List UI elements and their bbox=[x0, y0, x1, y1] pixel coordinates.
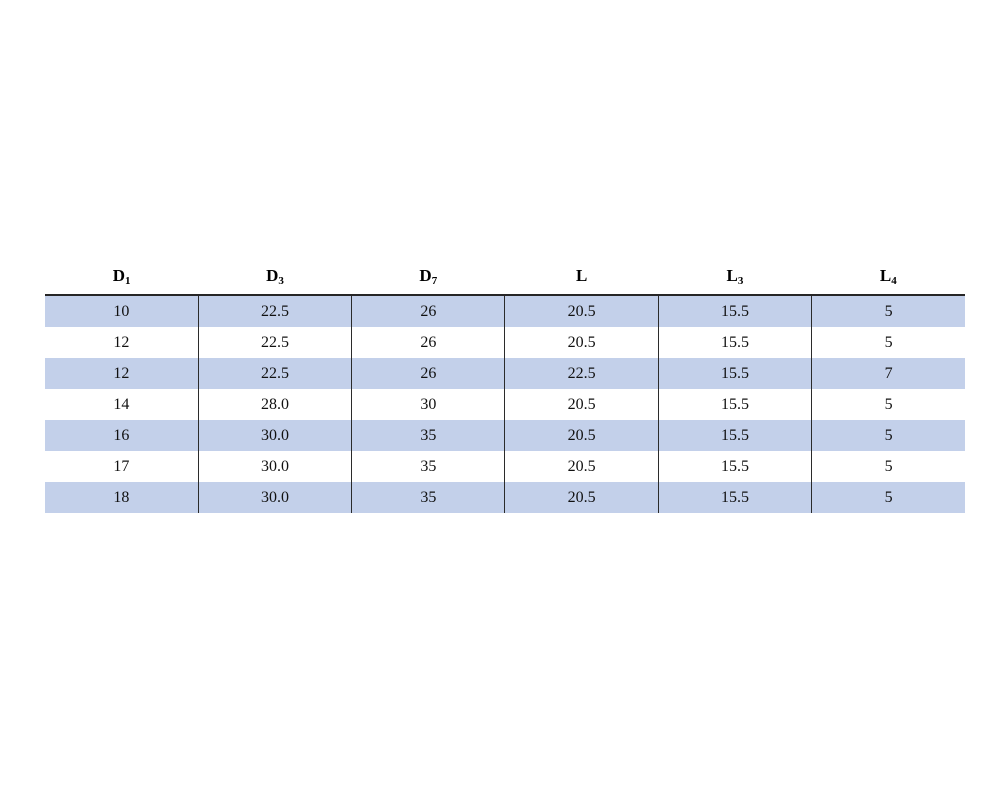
table-cell: 20.5 bbox=[505, 451, 658, 482]
table-cell: 7 bbox=[812, 358, 965, 389]
table-cell: 5 bbox=[812, 389, 965, 420]
table-cell: 5 bbox=[812, 420, 965, 451]
table-cell: 15.5 bbox=[658, 358, 811, 389]
column-header-base: D bbox=[112, 266, 126, 285]
table-cell: 20.5 bbox=[505, 420, 658, 451]
table-row bbox=[45, 451, 965, 482]
table-cell: 12 bbox=[45, 327, 198, 358]
column-header-D1 bbox=[45, 262, 198, 295]
table-cell: 15.5 bbox=[658, 327, 811, 358]
column-header-subscript: 4 bbox=[891, 275, 897, 287]
table-header-row bbox=[45, 262, 965, 295]
table-cell: 20.5 bbox=[505, 295, 658, 327]
column-header-L bbox=[505, 262, 658, 295]
column-header-D7 bbox=[352, 262, 505, 295]
table-cell: 30.0 bbox=[198, 482, 351, 513]
table-cell: 28.0 bbox=[198, 389, 351, 420]
table-cell: 15.5 bbox=[658, 482, 811, 513]
table-cell: 22.5 bbox=[505, 358, 658, 389]
table-cell: 18 bbox=[45, 482, 198, 513]
column-header-D3 bbox=[198, 262, 351, 295]
table-cell: 22.5 bbox=[198, 295, 351, 327]
table-cell: 22.5 bbox=[198, 358, 351, 389]
table-cell: 35 bbox=[352, 451, 505, 482]
table-cell: 5 bbox=[812, 327, 965, 358]
table-cell: 26 bbox=[352, 327, 505, 358]
table-cell: 10 bbox=[45, 295, 198, 327]
column-header-base: D bbox=[419, 266, 432, 285]
table-cell: 26 bbox=[352, 358, 505, 389]
table-cell: 26 bbox=[352, 295, 505, 327]
table-cell: 30.0 bbox=[198, 451, 351, 482]
table-row bbox=[45, 420, 965, 451]
table-cell: 35 bbox=[352, 482, 505, 513]
table-body bbox=[45, 295, 965, 513]
table-cell: 20.5 bbox=[505, 389, 658, 420]
column-header-L4 bbox=[812, 262, 965, 295]
table-cell: 15.5 bbox=[658, 451, 811, 482]
column-header-base: L bbox=[879, 266, 892, 285]
table-cell: 5 bbox=[812, 482, 965, 513]
table-cell: 17 bbox=[45, 451, 198, 482]
table-cell: 20.5 bbox=[505, 327, 658, 358]
table-cell: 20.5 bbox=[505, 482, 658, 513]
table-cell: 15.5 bbox=[658, 420, 811, 451]
column-header-base: D bbox=[266, 266, 279, 285]
table-row bbox=[45, 482, 965, 513]
column-header-subscript: 7 bbox=[431, 275, 438, 287]
table-cell: 22.5 bbox=[198, 327, 351, 358]
table-cell: 14 bbox=[45, 389, 198, 420]
dimensions-table bbox=[45, 262, 965, 513]
table-cell: 30.0 bbox=[198, 420, 351, 451]
column-header-subscript: 3 bbox=[278, 275, 284, 287]
table-cell: 15.5 bbox=[658, 389, 811, 420]
table-cell: 30 bbox=[352, 389, 505, 420]
table-row bbox=[45, 295, 965, 327]
table-row bbox=[45, 327, 965, 358]
table-cell: 16 bbox=[45, 420, 198, 451]
table-row bbox=[45, 358, 965, 389]
dimensions-table-container bbox=[45, 262, 965, 513]
column-header-subscript: 1 bbox=[125, 275, 131, 287]
column-header-base: L bbox=[575, 266, 588, 285]
column-header-subscript: 3 bbox=[737, 275, 744, 287]
table-cell: 5 bbox=[812, 295, 965, 327]
column-header-base: L bbox=[726, 266, 738, 285]
table-row bbox=[45, 389, 965, 420]
table-cell: 35 bbox=[352, 420, 505, 451]
table-header bbox=[45, 262, 965, 295]
table-cell: 12 bbox=[45, 358, 198, 389]
table-cell: 15.5 bbox=[658, 295, 811, 327]
table-cell: 5 bbox=[812, 451, 965, 482]
column-header-L3 bbox=[658, 262, 811, 295]
